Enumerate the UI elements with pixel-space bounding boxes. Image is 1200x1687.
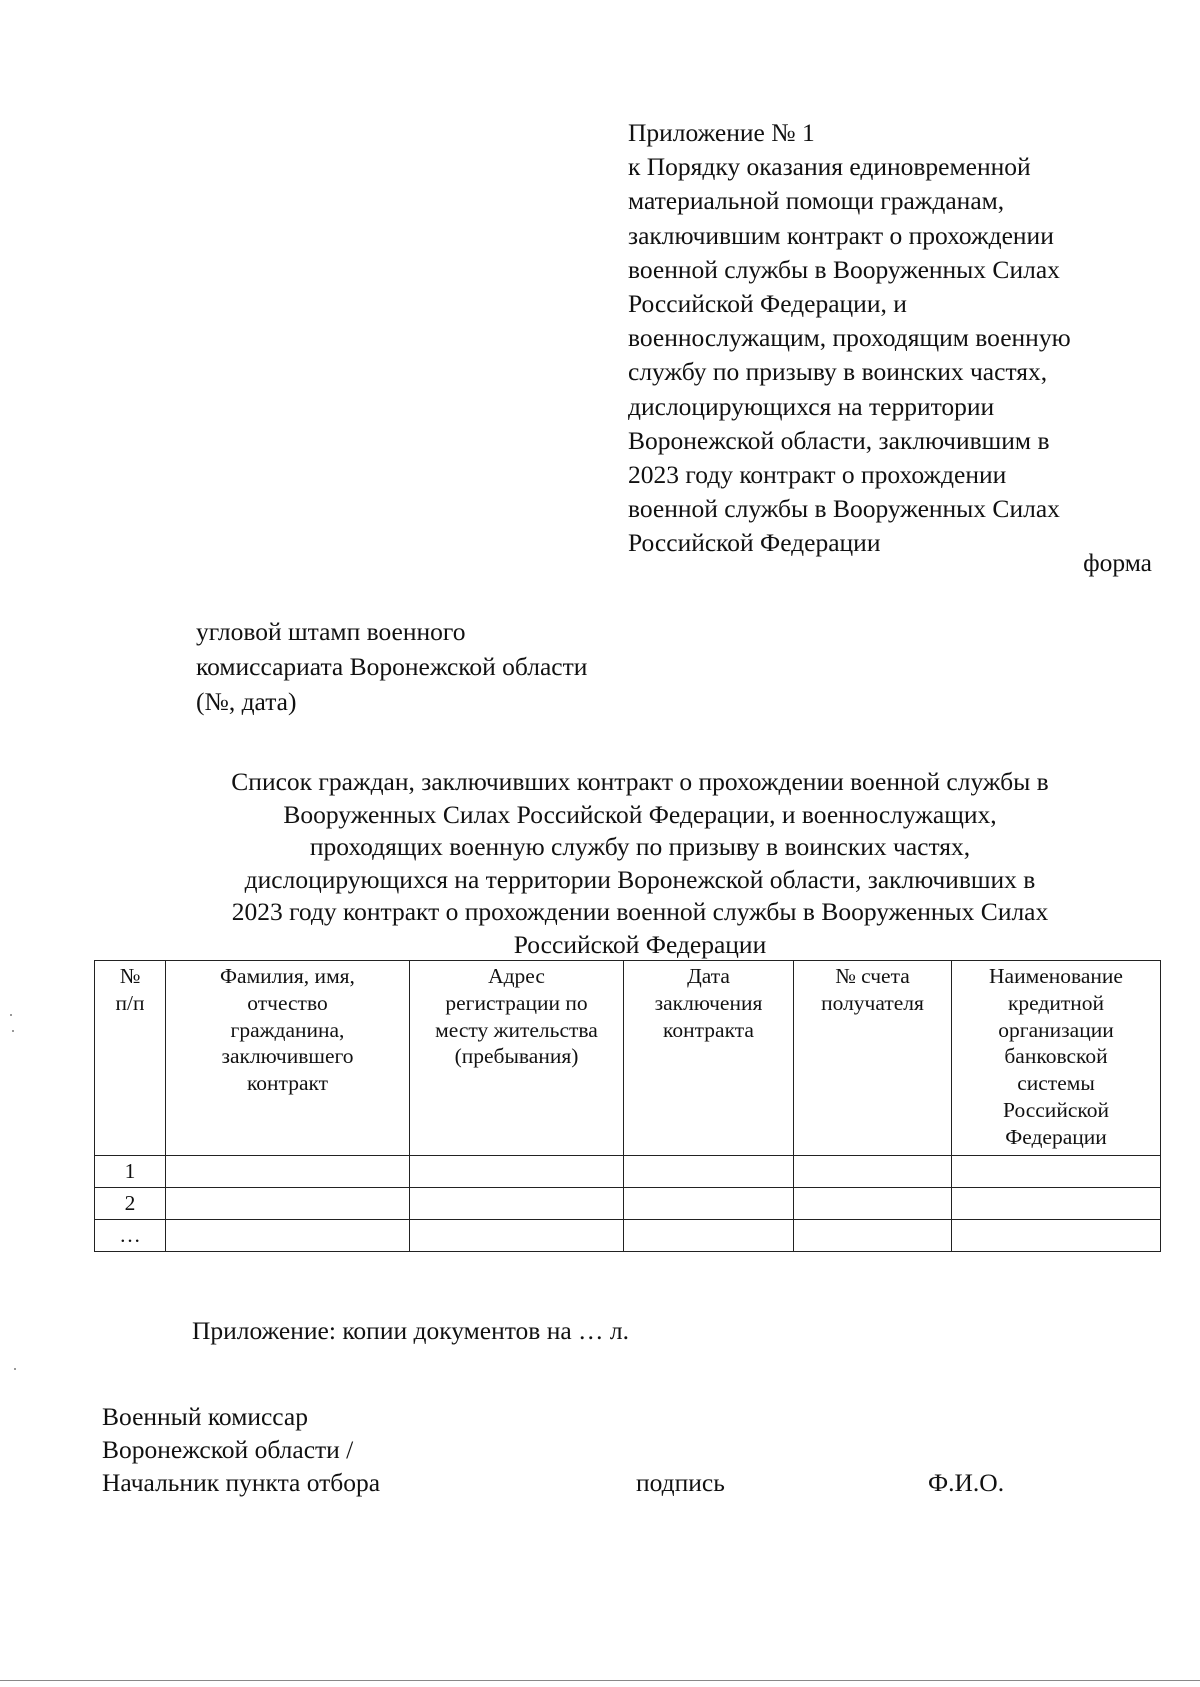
table-row — [95, 1220, 1161, 1252]
table-row — [95, 1156, 1161, 1188]
header-line: Федерации — [1005, 1124, 1107, 1149]
header-line: п/п — [115, 990, 145, 1015]
signature-label: подпись — [636, 1468, 725, 1497]
annex-line: к Порядку оказания единовременной — [628, 152, 1031, 182]
table-cell — [952, 1220, 1161, 1252]
signer-line: Военный комиссар — [102, 1402, 308, 1431]
row-number-cell: 2 — [95, 1188, 166, 1220]
header-bank-name — [952, 961, 1161, 1156]
row-number-cell: … — [95, 1220, 166, 1252]
header-line: системы — [1017, 1071, 1095, 1096]
header-account-number — [794, 961, 952, 1156]
annex-line: 2023 году контракт о прохождении — [628, 460, 1007, 490]
signer-line: Начальник пункта отбора — [102, 1468, 381, 1497]
table-cell — [410, 1156, 624, 1188]
header-line: Дата — [687, 964, 730, 988]
scan-speck — [10, 1014, 12, 1016]
annex-line: Воронежской области, заключившим в — [628, 425, 1050, 455]
header-address — [410, 961, 624, 1156]
title-line: дислоцирующихся на территории Воронежской области, заключивших в — [244, 864, 1036, 894]
table-cell — [410, 1220, 624, 1252]
scan-edge-line — [0, 1680, 1200, 1681]
annex-line: военнослужащим, проходящим военную — [628, 323, 1071, 353]
stamp-line: угловой штамп военного — [196, 617, 466, 646]
header-line: кредитной — [1007, 990, 1105, 1015]
header-full-name — [166, 961, 410, 1156]
table-header-row — [95, 961, 1161, 1156]
table-cell — [624, 1220, 794, 1252]
row-number-cell: 1 — [95, 1156, 166, 1188]
title-line: проходящих военную службу по призыву в воинских частях, — [309, 832, 971, 861]
annex-line: Российской Федерации — [628, 528, 881, 558]
header-line: месту жительства — [435, 1017, 598, 1042]
header-line: регистрации по — [445, 990, 588, 1015]
table-cell — [952, 1156, 1161, 1188]
annex-line: службу по призыву в воинских частях, — [628, 357, 1048, 387]
title-line: 2023 году контракт о прохождении военной службы в Вооруженных Силах — [231, 897, 1049, 926]
header-line: (пребывания) — [454, 1044, 579, 1069]
annex-line: материальной помощи гражданам, — [628, 186, 1005, 216]
header-line: получателя — [821, 990, 924, 1015]
citizens-table — [94, 960, 1161, 1252]
list-title — [150, 766, 1130, 961]
header-contract-date — [624, 961, 794, 1156]
table-row — [95, 1188, 1161, 1220]
header-line: организации — [998, 1017, 1114, 1042]
annex-line: заключившим контракт о прохождении — [628, 220, 1054, 250]
annex-line: военной службы в Вооруженных Силах — [628, 254, 1060, 284]
attachment-note: Приложение: копии документов на … л. — [192, 1316, 630, 1345]
header-line: Наименование — [989, 964, 1123, 988]
header-line: № — [119, 964, 141, 988]
title-line: Список граждан, заключивших контракт о прохождении военной службы в — [231, 767, 1049, 796]
stamp-line: комиссариата Воронежской области — [196, 652, 588, 681]
annex-line: Приложение № 1 — [628, 118, 815, 147]
annex-line: военной службы в Вооруженных Силах — [628, 494, 1060, 524]
form-label: форма — [1083, 548, 1152, 577]
table-cell — [624, 1156, 794, 1188]
title-line: Вооруженных Силах Российской Федерации, и военнослужащих, — [283, 799, 997, 829]
header-line: банковской — [1004, 1044, 1108, 1069]
table-cell — [166, 1156, 410, 1188]
table-cell — [624, 1188, 794, 1220]
header-line: гражданина, — [230, 1017, 345, 1042]
scan-speck — [12, 1030, 14, 1032]
table-cell — [794, 1188, 952, 1220]
signer-line: Воронежской области / — [102, 1435, 354, 1464]
header-line: отчество — [247, 990, 328, 1015]
annex-line: дислоцирующихся на территории — [628, 391, 995, 421]
scan-speck — [14, 1368, 16, 1370]
title-line: Российской Федерации — [513, 929, 767, 959]
table-cell — [166, 1188, 410, 1220]
table-cell — [410, 1188, 624, 1220]
header-line: Адрес — [488, 964, 545, 988]
annex-line: Российской Федерации, и — [628, 289, 907, 319]
header-line: заключения — [654, 990, 763, 1015]
corner-stamp-block — [196, 614, 587, 719]
header-line: № счета — [835, 964, 910, 988]
annex-block — [628, 116, 1148, 561]
table-cell — [952, 1188, 1161, 1220]
fio-label: Ф.И.О. — [928, 1468, 1005, 1497]
header-line: контракт — [246, 1071, 329, 1096]
header-line: Российской — [1003, 1097, 1109, 1122]
signer-block — [102, 1400, 380, 1499]
header-line: Фамилия, имя, — [220, 964, 355, 988]
header-line: заключившего — [221, 1044, 354, 1069]
stamp-line: (№, дата) — [196, 687, 297, 716]
header-line: контракта — [663, 1017, 754, 1042]
table-cell — [166, 1220, 410, 1252]
table-cell — [794, 1156, 952, 1188]
table-cell — [794, 1220, 952, 1252]
header-number — [95, 961, 166, 1156]
